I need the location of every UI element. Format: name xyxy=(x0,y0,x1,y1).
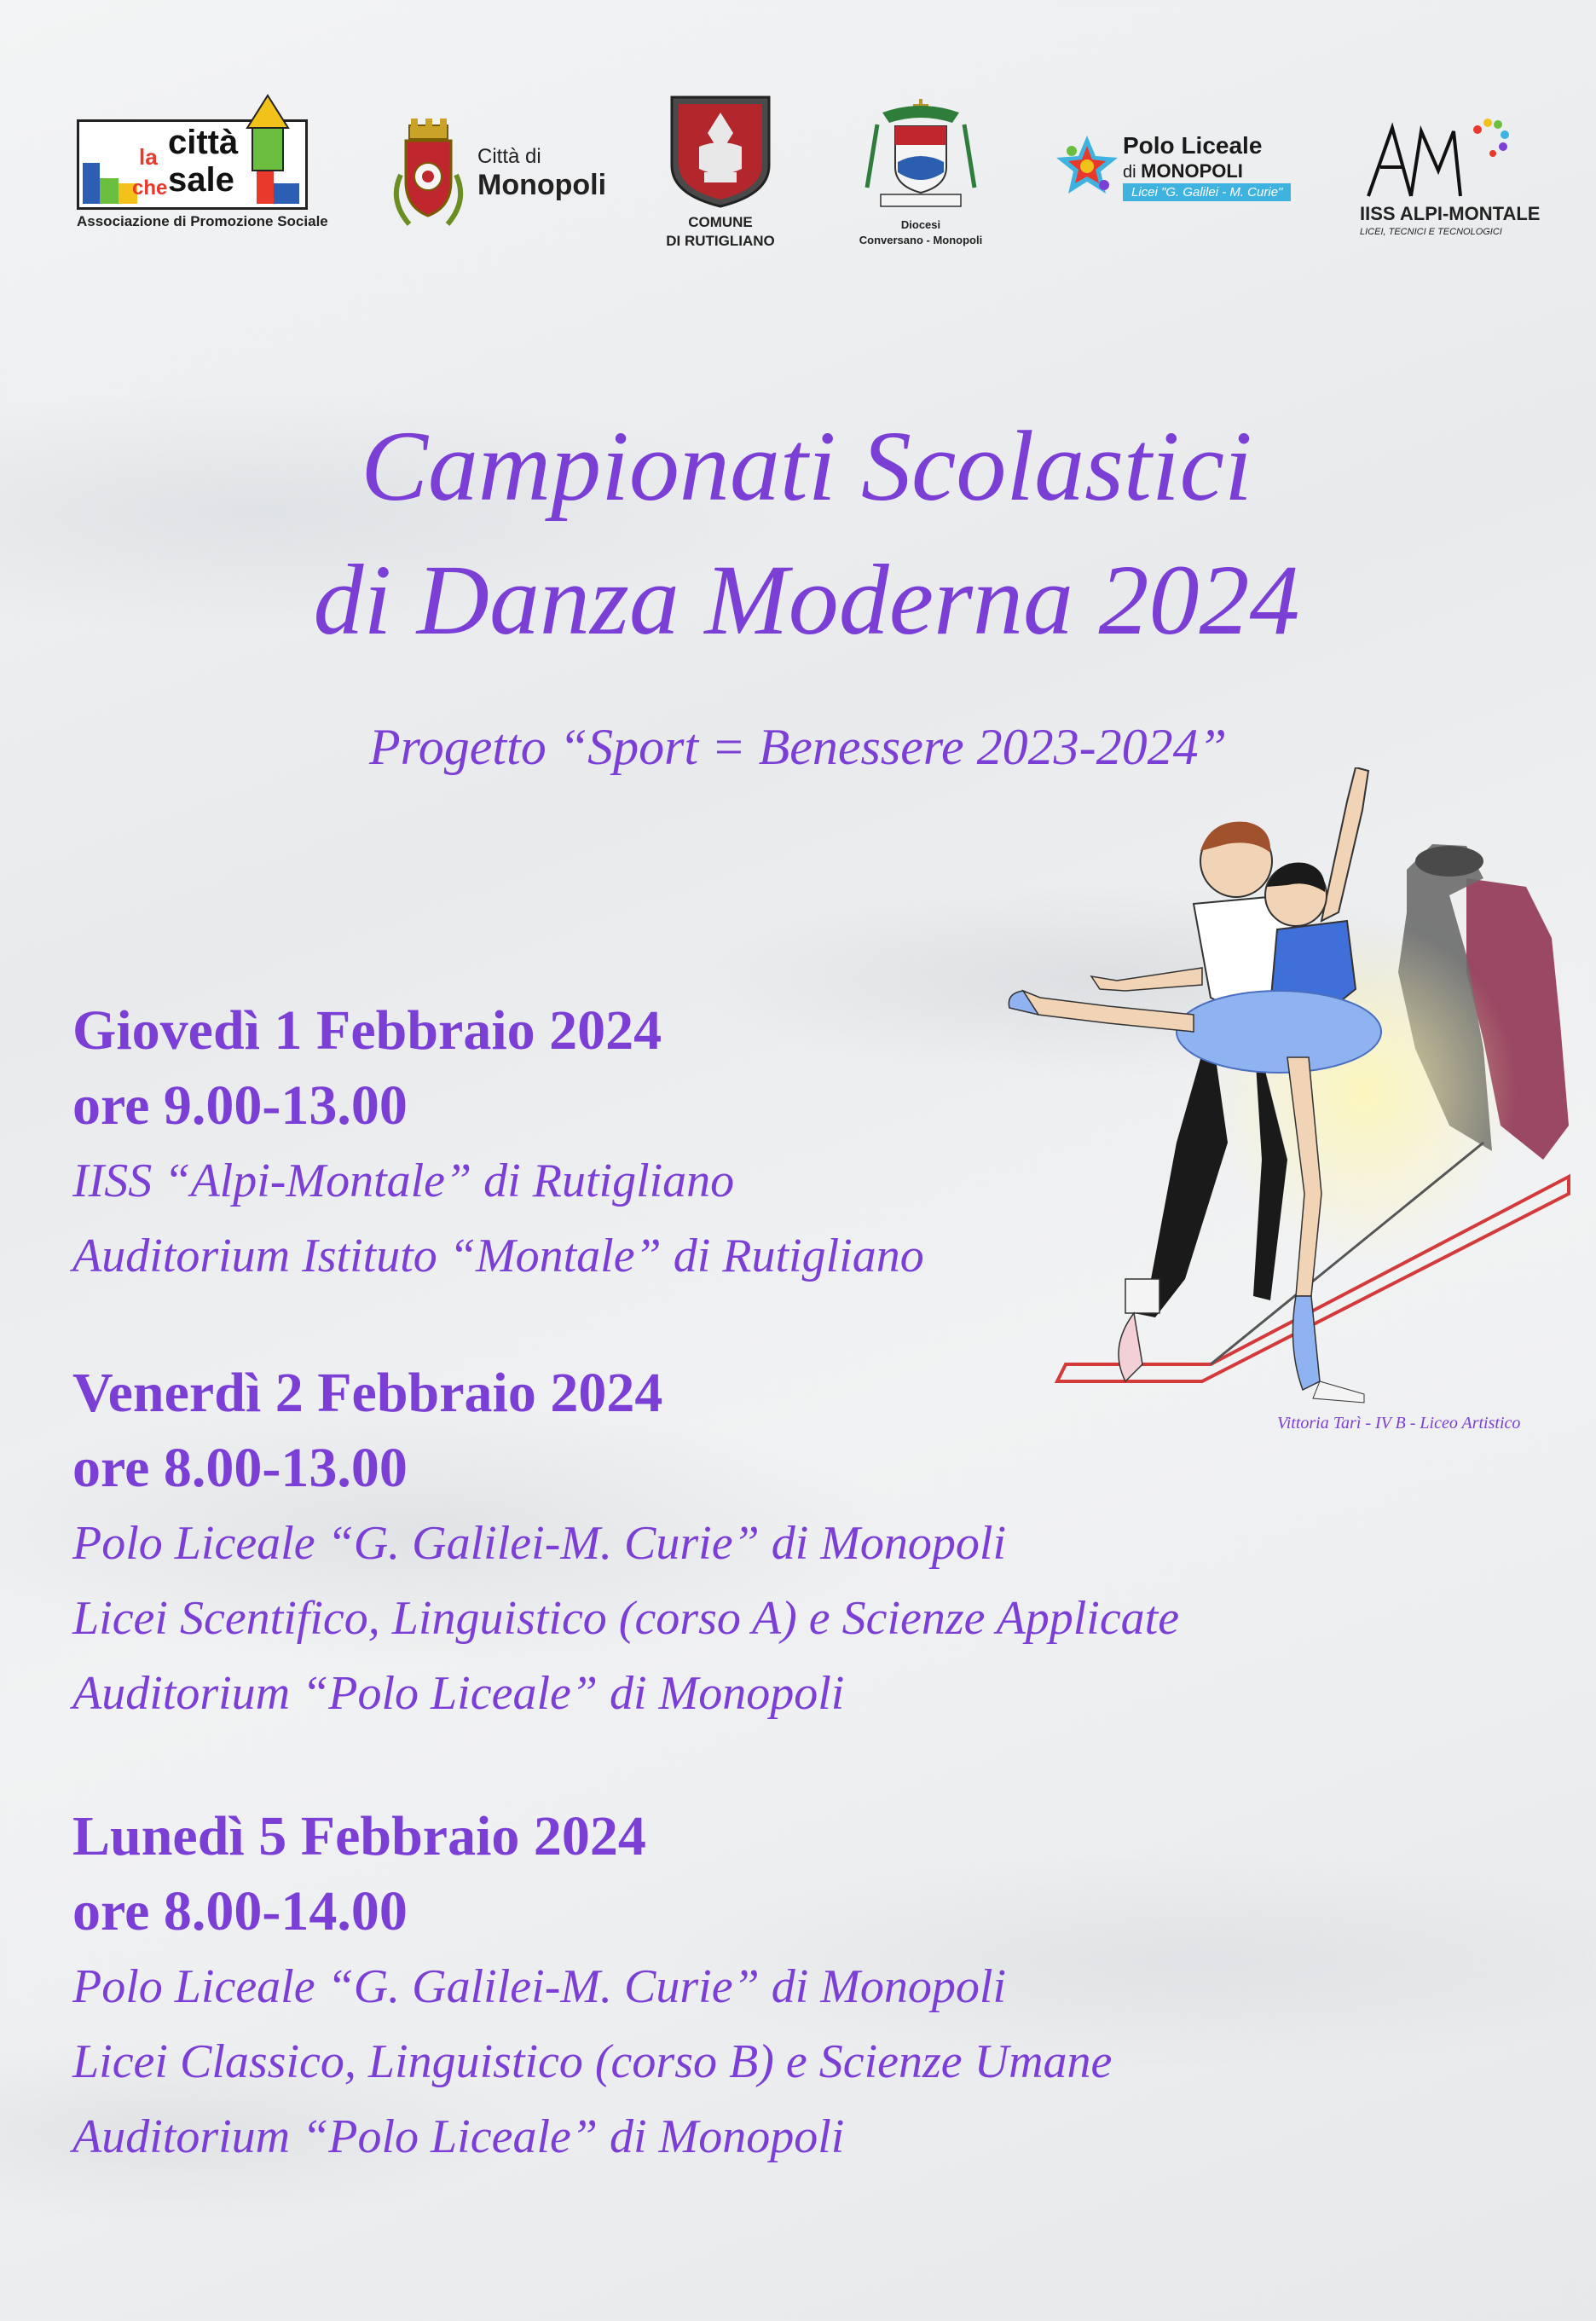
alpi-line2: LICEI, TECNICI E TECNOLOGICI xyxy=(1360,227,1502,237)
rutigliano-logo xyxy=(656,94,784,264)
event-venue-line: Polo Liceale “G. Galilei-M. Curie” di Monopoli xyxy=(72,1517,1007,1570)
citta-che: che xyxy=(132,177,168,200)
monopoli-text xyxy=(477,145,606,202)
main-title-line1: Campionati Scolastici xyxy=(361,410,1252,522)
rutigliano-shield-icon xyxy=(665,94,776,209)
event-venue-line: Licei Scentifico, Linguistico (corso A) e Scienze Applicate xyxy=(72,1592,1180,1645)
diocesi-line2: Conversano - Monopoli xyxy=(859,233,983,246)
citta-che-sale-caption: Associazione di Promozione Sociale xyxy=(77,213,328,229)
polo-line2-main: MONOPOLI xyxy=(1141,160,1243,182)
polo-line2-prefix: di xyxy=(1123,163,1136,182)
polo-liceale-logo xyxy=(1053,132,1292,234)
event-3 xyxy=(72,1799,1112,2174)
alpi-line1: IISS ALPI-MONTALE xyxy=(1360,203,1541,224)
event-time: ore 8.00-14.00 xyxy=(72,1880,408,1942)
rutigliano-line1: COMUNE xyxy=(688,214,753,230)
blue-block xyxy=(83,163,100,204)
polo-line1: Polo Liceale xyxy=(1123,132,1263,159)
event-venue-line: Licei Classico, Linguistico (corso B) e Scienze Umane xyxy=(72,2035,1113,2088)
citta-che-sale-logo xyxy=(77,119,328,256)
rutigliano-line2: DI RUTIGLIANO xyxy=(666,233,775,250)
monopoli-logo xyxy=(384,115,607,243)
diocesi-caption xyxy=(848,217,993,247)
artwork-credit: Vittoria Tarì - IV B - Liceo Artistico xyxy=(1277,1414,1521,1433)
event-date: Lunedì 5 Febbraio 2024 xyxy=(72,1805,646,1867)
red-block xyxy=(257,171,274,204)
green-block xyxy=(100,178,119,204)
diocesi-line1: Diocesi xyxy=(900,218,941,231)
rutigliano-caption xyxy=(656,213,784,251)
event-date: Venerdì 2 Febbraio 2024 xyxy=(72,1362,663,1424)
event-venue-line: Polo Liceale “G. Galilei-M. Curie” di Monopoli xyxy=(72,1960,1007,2013)
blue-block-right xyxy=(274,183,299,204)
citta-sale: sale xyxy=(168,161,234,199)
alpi-montale-logo xyxy=(1360,111,1541,256)
diocesi-logo xyxy=(848,94,993,256)
event-venue-line: Auditorium “Polo Liceale” di Monopoli xyxy=(72,1667,845,1720)
polo-bar: Licei "G. Galilei - M. Curie" xyxy=(1123,183,1291,201)
monopoli-line2: Monopoli xyxy=(477,169,607,201)
pencil-tower-icon xyxy=(244,94,292,172)
event-time: ore 8.00-13.00 xyxy=(72,1437,408,1499)
citta-word: città xyxy=(168,124,239,161)
event-venue-line: Auditorium “Polo Liceale” di Monopoli xyxy=(72,2110,845,2163)
polo-star-icon xyxy=(1053,132,1121,200)
alpi-monogram-icon xyxy=(1360,111,1522,200)
main-title-line2: di Danza Moderna 2024 xyxy=(313,544,1300,656)
event-time: ore 9.00-13.00 xyxy=(72,1074,408,1137)
sponsor-logos xyxy=(0,94,1596,281)
event-1 xyxy=(72,993,924,1294)
monopoli-crest-icon xyxy=(384,115,473,230)
event-date: Giovedì 1 Febbraio 2024 xyxy=(72,999,662,1062)
diocesi-coat-of-arms-icon xyxy=(857,94,985,213)
event-venue-line: IISS “Alpi-Montale” di Rutigliano xyxy=(72,1155,735,1207)
dancers-illustration xyxy=(1006,767,1596,1433)
citta-la: la xyxy=(139,144,158,170)
event-venue-line: Auditorium Istituto “Montale” di Rutigliano xyxy=(72,1230,924,1282)
subtitle: Progetto “Sport = Benessere 2023-2024” xyxy=(369,719,1227,775)
polo-line2 xyxy=(1123,160,1243,182)
monopoli-line1: Città di xyxy=(477,145,541,168)
